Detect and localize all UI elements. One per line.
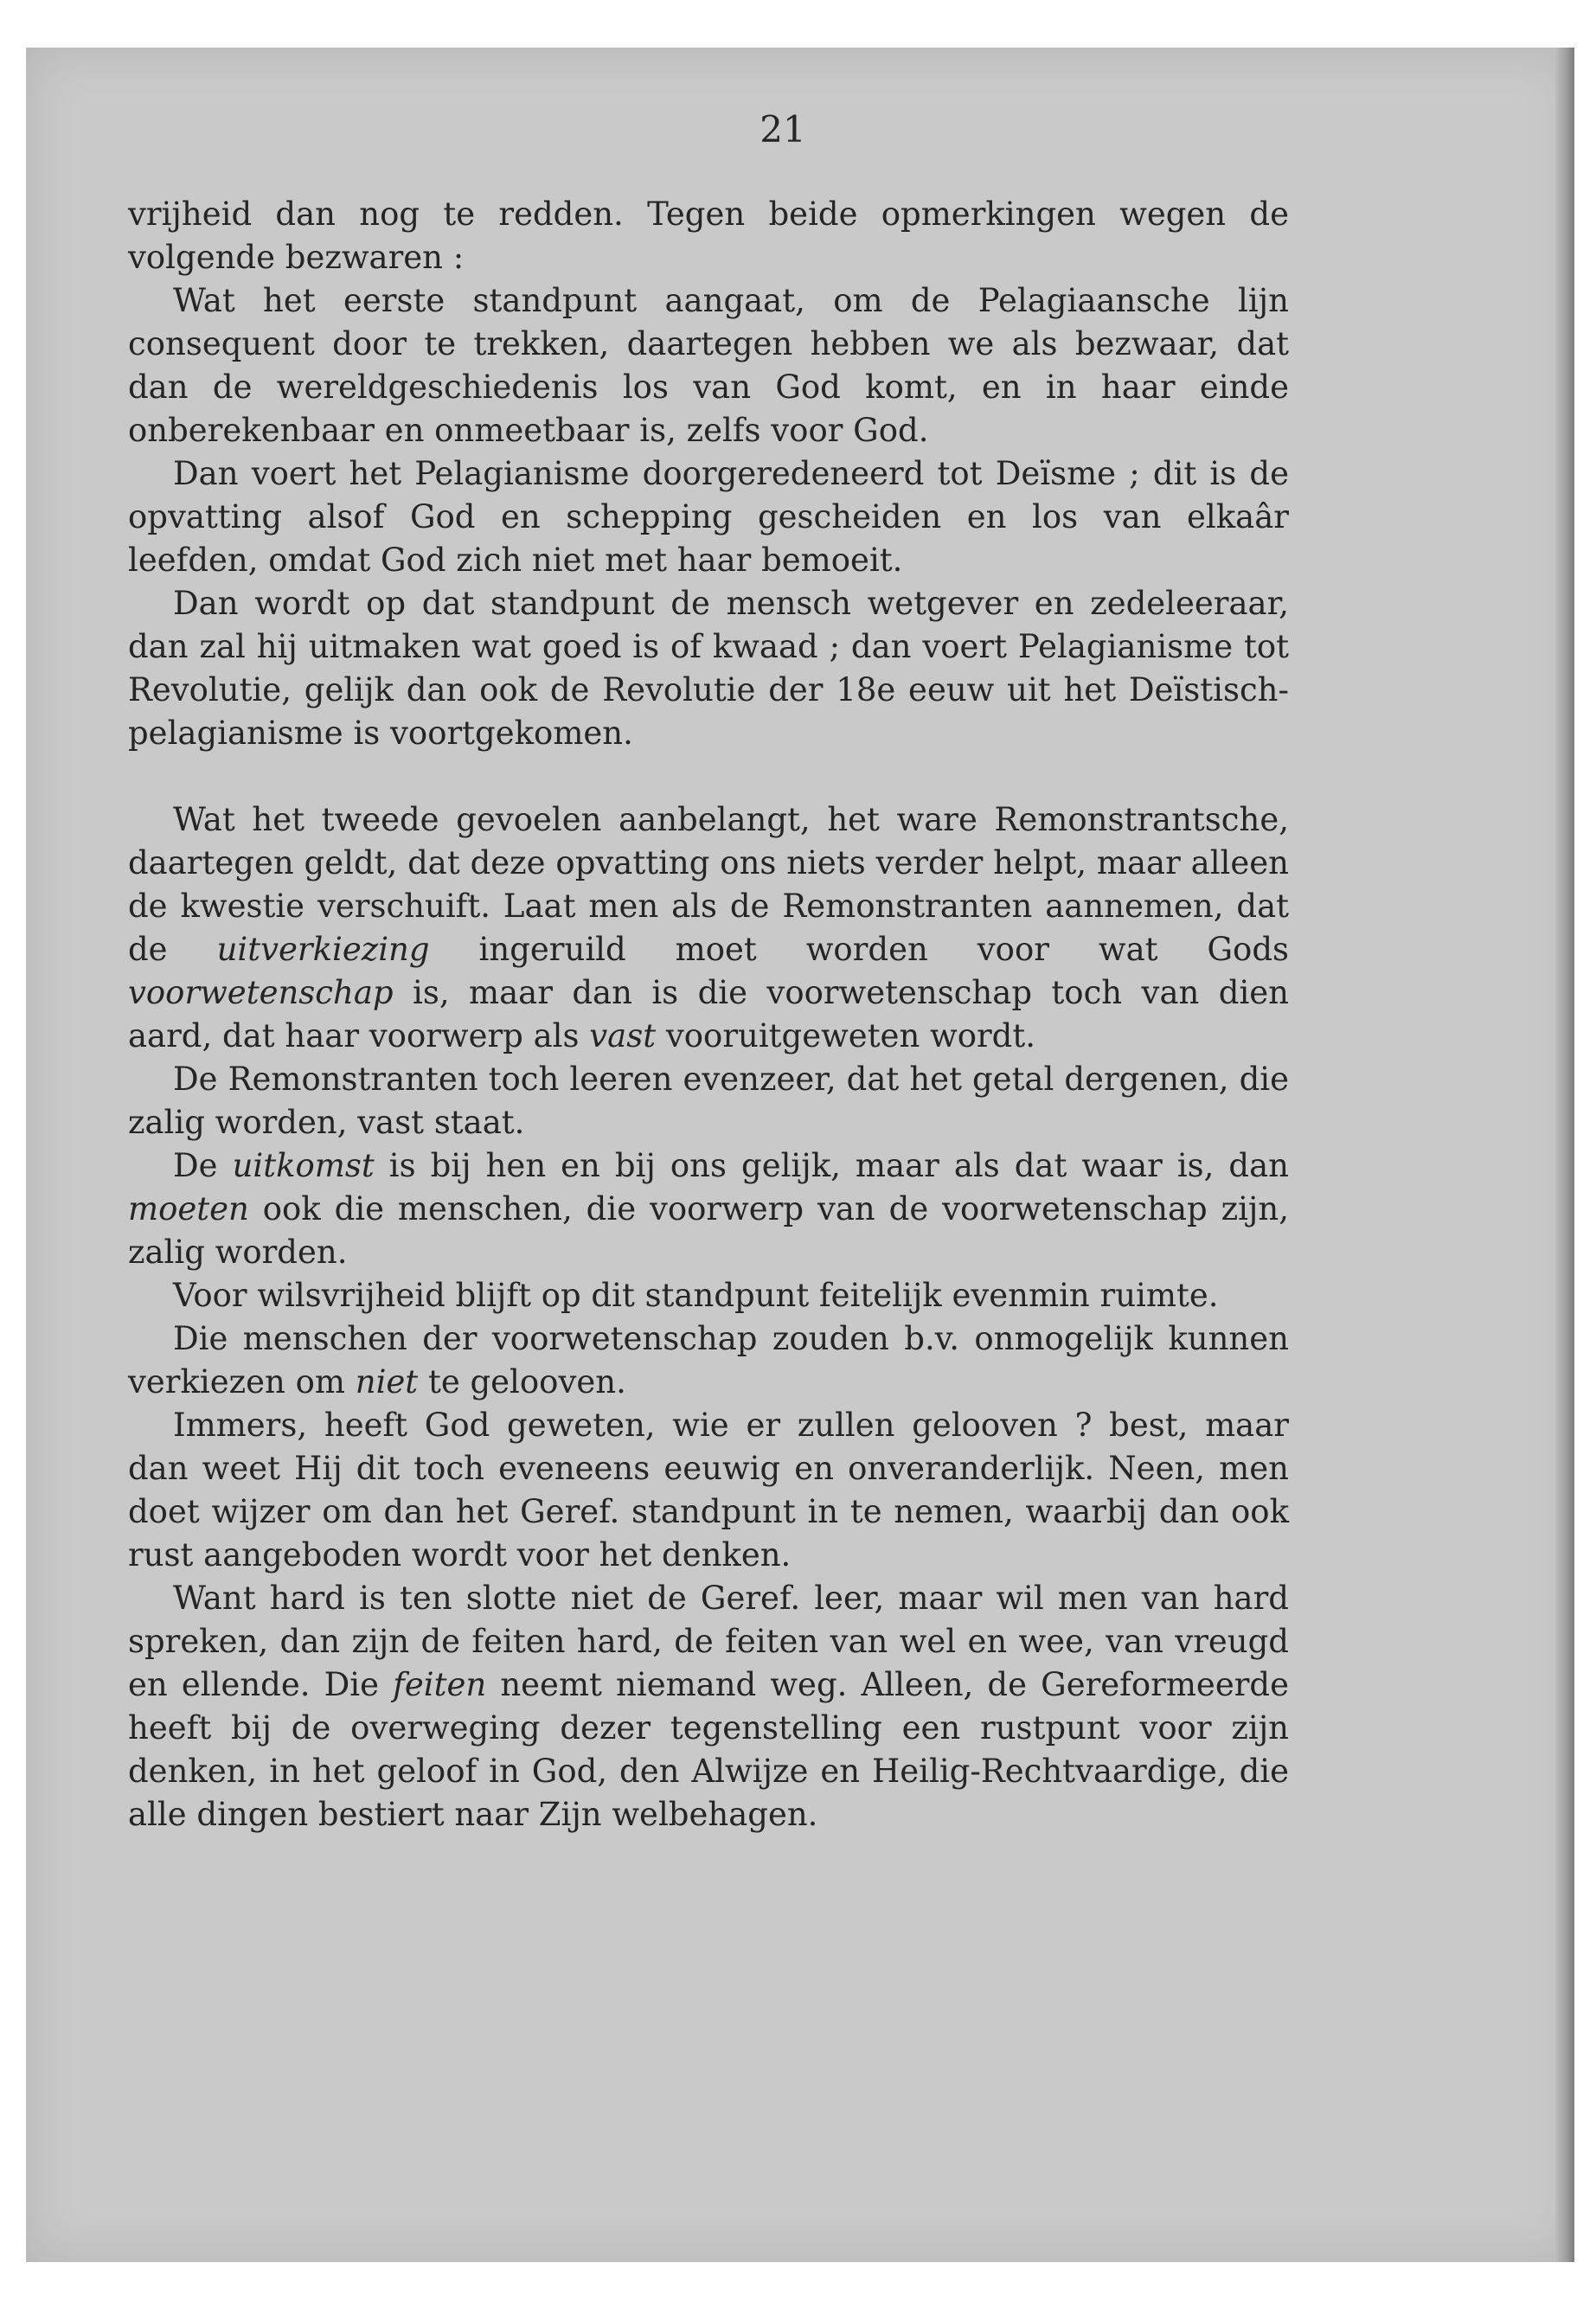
paragraph-5: Wat het tweede gevoelen aanbelangt, het ware Remonstrantsche, daartegen geldt, dat deze opvatting ons niets verder helpt, maar alleen de kwestie verschuift. Laat men als de Remonstranten aannemen, dat de uitverkiezing ingeruild moet worden voor wat Gods voorwetenschap is, maar dan is die voorwetenschap toch van dien aard, dat haar voorwerp als vast vooruitgeweten wordt. [128, 801, 1289, 1054]
paragraph-2: Wat het eerste standpunt aangaat, om de Pelagiaansche lijn consequent door te trekken, daartegen hebben we als bezwaar, dat dan de wereldgeschiedenis los van God komt, en in haar einde onberekenbaar en onmeetbaar is, zelfs voor God. [128, 282, 1289, 449]
emphasis-uitkomst: uitkomst [232, 1147, 375, 1184]
paragraph-10: Immers, heeft God geweten, wie er zullen gelooven ? best, maar dan weet Hij dit toch eveneens eeuwig en onveranderlijk. Neen, men doet wijzer om dan het Geref. standpunt in te nemen, waarbij dan ook rust aangeboden wordt voor het denken. [128, 1407, 1289, 1574]
emphasis-niet: niet [355, 1363, 419, 1400]
emphasis-uitverkiezing: uitverkiezing [216, 931, 430, 968]
emphasis-vast: vast [589, 1017, 657, 1054]
paragraph-8: Voor wilsvrijheid blijft op dit standpunt feitelijk evenmin ruimte. [173, 1277, 1219, 1314]
paragraph-7: De uitkomst is bij hen en bij ons gelijk, maar als dat waar is, dan moeten ook die menschen, die voorwerp van de voorwetenschap zijn, zalig worden. [128, 1147, 1289, 1271]
paragraph-3: Dan voert het Pelagianisme doorgeredeneerd tot Deïsme ; dit is de opvatting alsof God en schepping gescheiden en los van elkaâr leefden, omdat God zich niet met haar bemoeit. [128, 455, 1289, 579]
book-page [26, 48, 1574, 2262]
paragraph-1: vrijheid dan nog te redden. Tegen beide opmerkingen wegen de volgende bezwaren : [128, 195, 1289, 276]
paragraph-4: Dan wordt op dat standpunt de mensch wetgever en zedeleeraar, dan zal hij uitmaken wat goed is of kwaad ; dan voert Pelagianisme tot Revolutie, gelijk dan ook de Revolutie der 18e eeuw uit het Deïstisch-pelagianisme is voortgekomen. [128, 585, 1289, 752]
page-number: 21 [760, 108, 806, 151]
paragraph-11: Want hard is ten slotte niet de Geref. leer, maar wil men van hard spreken, dan zijn de feiten hard, de feiten van wel en wee, van vreugd en ellende. Die feiten neemt niemand weg. Alleen, de Gereformeerde heeft bij de overweging dezer tegenstelling een rustpunt voor zijn denken, in het geloof in God, den Alwijze en Heilig-Rechtvaardige, die alle dingen bestiert naar Zijn welbehagen. [128, 1580, 1289, 1833]
paragraph-6: De Remonstranten toch leeren evenzeer, dat het getal dergenen, die zalig worden, vast staat. [128, 1061, 1289, 1141]
emphasis-feiten: feiten [393, 1666, 487, 1703]
paragraph-9: Die menschen der voorwetenschap zouden b.v. onmogelijk kunnen verkiezen om niet te gelooven. [128, 1320, 1289, 1400]
emphasis-voorwetenschap: voorwetenschap [128, 974, 394, 1011]
emphasis-moeten: moeten [128, 1190, 249, 1227]
page-edge [1555, 48, 1574, 2262]
body-text [128, 193, 1289, 1836]
